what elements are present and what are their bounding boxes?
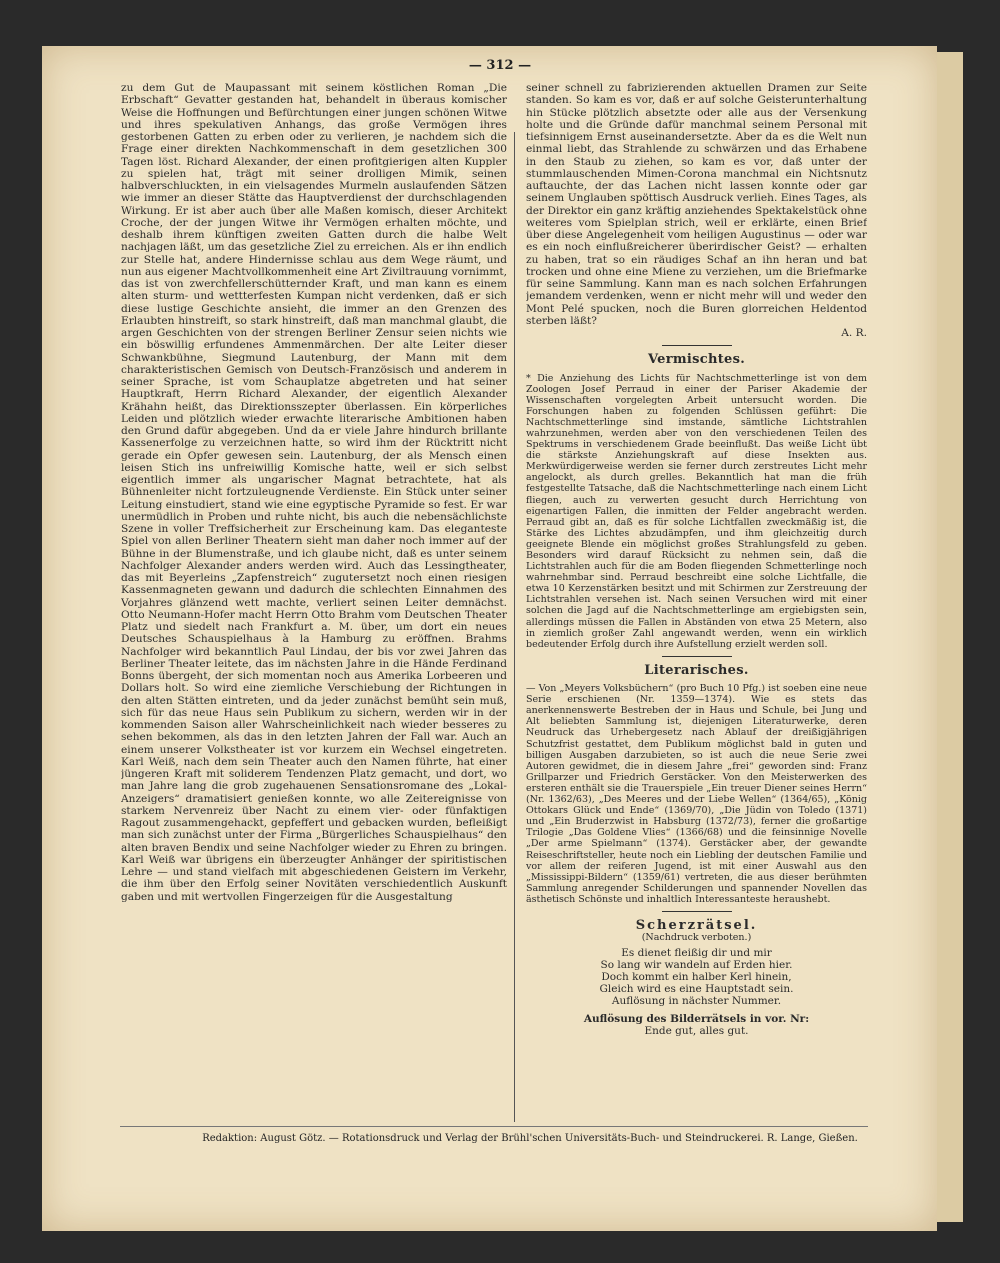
section-rule (662, 911, 732, 912)
section-rule (662, 656, 732, 657)
section-rule (662, 345, 732, 346)
article-signature: A. R. (841, 327, 867, 339)
left-column (121, 82, 507, 1117)
left-column-paragraph: zu dem Gut de Maupassant mit seinem köstlichen Roman „Die Erbschaft“ Gevatter gestanden hat, behandelt in überaus komischer Weise die Hoffnungen und Befürchtungen einer jungen schönen Witwe und ihres spekulativen Anhangs, das große Vermögen ihres gestorbenen Gatten zu erben oder zu verlieren, je nachdem sich die Frage einer direkten Nachkommenschaft in dem gesetzlichen 300 Tagen löst. Richard Alexander, der einen profitgierigen alten Kuppler zu spielen hat, trägt mit seiner drolligen Mimik, seinen halbverschluckten, in ein vielsagendes Murmeln auslaufenden Sätzen wie immer an dieser Stätte das Hauptverdienst der durchschlagenden Wirkung. Er ist aber auch über alle Maßen komisch, dieser Architekt Croche, der der jungen Witwe ihr Vermögen erhalten möchte, und deshalb ihrem künftigen zweiten Gatten durch die halbe Welt nachjagen läßt, um das gesetzliche Ziel zu erreichen. Als er ihn endlich zur Stelle hat, andere Hindernisse schlau aus dem Wege räumt, und nun aus eigener Machtvollkommenheit eine Art Ziviltrauung vornimmt, das ist von zwerchfellerschütternder Kraft, und man kann es einem alten sturm- und wettterfesten Kumpan nicht verdenken, daß er sich diese lustige Geschichte ansieht, die immer an den Grenzen des Erlaubten hinstreift, so stark hinstreift, daß man manchmal glaubt, die argen Geschichten von der strengen Berliner Zensur seien nichts wie ein böswillig erfundenes Ammenmärchen. Der alte Leiter dieser Schwankbühne, Siegmund Lautenburg, der Mann mit dem charakteristischen Gemisch von Deutsch-Französisch und anderem in seiner Sprache, ist vom Schauplatze abgetreten und hat seiner Hauptkraft, Herrn Richard Alexander, der eigentlich Alexander Krähahn heißt, das Direktionsszepter überlassen. Ein körperliches Leiden und plötzlich wieder erwachte literarische Ambitionen haben den Grund dafür abgegeben. Und da er viele Jahre hindurch brillante Kassenerfolge zu verzeichnen hatte, so wird ihm der Rücktritt nicht gerade ein Opfer gewesen sein. Lautenburg, der als Mensch einen leisen Stich ins unfreiwillig Komische hatte, weil er sich selbst eigentlich immer als ungarischer Magnat betrachtete, hat als Bühnenleiter nicht fortzuleugnende Verdienste. Ein Stück unter seiner Leitung einstudiert, stand wie eine egyptische Pyramide so fest. Er war unermüdlich in Proben und ruhte nicht, bis auch die nebensächlichste Szene in voller Treffsicherheit zur Erscheinung kam. Das eleganteste Spiel von allen Berliner Theatern sieht man daher noch immer auf der Bühne in der Blumenstraße, und ich glaube nicht, daß es unter seinem Nachfolger Alexander anders werden wird. Auch das Lessingtheater, das mit Beyerleins „Zapfenstreich“ zugutersetzt noch einen riesigen Kassenmagneten gewann und dadurch die schlechten Einnahmen des Vorjahres glänzend wett machte, verliert seinen Leiter demnächst. Otto Neumann-Hofer macht Herrn Otto Brahm vom Deutschen Theater Platz und siedelt nach Frankfurt a. M. über, um dort ein neues Deutsches Schauspielhaus à la Hamburg zu eröffnen. Brahms Nachfolger wird bekanntlich Paul Lindau, der bis vor zwei Jahren das Berliner Theater leitete, das im nächsten Jahre in die Hände Ferdinand Bonns übergeht, der sich momentan noch aus Amerika Lorbeeren und Dollars holt. So wird eine ziemliche Verschiebung der Richtungen in den alten Stätten eintreten, und da jeder zunächst bemüht sein muß, sich für das neue Haus sein Publikum zu sichern, werden wir in der kommenden Saison aller Wahrscheinlichkeit nach wieder besseres zu sehen bekommen, als das in den letzten Jahren der Fall war. Auch an einem unserer Volkstheater ist vor kurzem ein Wechsel eingetreten. Karl Weiß, nach dem sein Theater auch den Namen führte, hat einer jüngeren Kraft mit soliderem Tendenzen Platz gemacht, und dort, wo man Jahre lang die grob zugehauenen Sensationsromane des „Lokal-Anzeigers“ dramatisiert genießen konnte, wo alle Zeitereignisse von starkem Nervenreiz über Nacht zu einem vier- oder fünfaktigen Ragout zusammengehackt, gepfeffert und gebacken wurden, befleißigt man sich zunächst unter der Firma „Bürgerliches Schauspielhaus“ den alten braven Bendix und seine Nachfolger wieder zu Ehren zu bringen. Karl Weiß war übrigens ein überzeugter Anhänger der spiritistischen Lehre — und stand vielfach mit abgeschiedenen Geistern im Verkehr, die ihm über den Erfolg seiner Novitäten verschiedentlich Auskunft gaben und mit wertvollen Fingerzeigen für die Ausgestaltung (121, 82, 507, 903)
page-number: — 312 — (468, 58, 532, 73)
riddle-note: (Nachdruck verboten.) (641, 932, 752, 944)
right-column (526, 82, 867, 1132)
misc-article-text: * Die Anziehung des Lichts für Nachtschmetterlinge ist von dem Zoologen Josef Perraud in einer der Pariser Akademie der Wissenschaften vorgelegten Arbeit untersucht worden. Die Forschungen haben zu folgenden Schlüssen geführt: Die Nachtschmetterlinge sind imstande, sämtliche Lichtstrahlen wahrzunehmen, werden aber von den verschiedenen Teilen des Spektrums in verschiedenem Grade beeinflußt. Das weiße Licht übt die stärkste Anziehungskraft auf diese Insekten aus. Merkwürdigerweise werden sie ferner durch zerstreutes Licht mehr angelockt, als durch grelles. Bekanntlich hat man die früh festgestellte Tatsache, daß die Nachtschmetterlinge nach einem Licht fliegen, auch zu verwerten gesucht durch Herrichtung von eigenartigen Fallen, die inmitten der Felder angebracht werden. Perraud gibt an, daß es für solche Lichtfallen zweckmäßig ist, die Stärke des Lichtes abzudämpfen, und ihm gleichzeitig durch geeignete Blende ein möglichst großes Strahlungsfeld zu geben. Besonders wird darauf Rücksicht zu nehmen sein, daß die Lichtstrahlen auch für die am Boden fliegenden Schmetterlinge noch wahrnehmbar sind. Perraud beschreibt eine solche Lichtfalle, die etwa 10 Kerzenstärken besitzt und mit Schirmen zur Zerstreuung der Lichtstrahlen versehen ist. Nach seinen Versuchen wird mit einer solchen die Jagd auf die Nachtschmetterlinge am ergiebigsten sein, allerdings müssen die Fallen in Abständen von etwa 25 Metern, also in ziemlich großer Zahl angewandt werden, wenn ein wirklich bedeutender Erfolg durch ihre Aufstellung erzielt werden soll. (526, 372, 867, 650)
section-heading-literature: Literarisches. (644, 662, 749, 678)
previous-riddle-answer: Ende gut, alles gut. (644, 1025, 749, 1038)
riddle-solution-note: Auflösung in nächster Nummer. (611, 995, 782, 1008)
previous-riddle-label: Auflösung des Bilderrätsels in vor. Nr: (583, 1013, 810, 1026)
imprint-footer: Redaktion: August Götz. — Rotationsdruck und Verlag der Brühl'schen Universitäts-Buch- und Steindruckerei. R. Lange, Gießen. (202, 1133, 858, 1144)
adjacent-page-edge (937, 52, 963, 1222)
theater-article-continuation: seiner schnell zu fabrizierenden aktuellen Dramen zur Seite standen. So kam es vor, daß er auf solche Geisterunterhaltung hin Stücke plötzlich absetzte oder alle aus der Versenkung holte und die Gründe dafür manchmal seinem Personal mit tiefsinnigem Ernst auseinandersetzte. Aber da es die Welt nun einmal liebt, das Strahlende zu schwärzen und das Erhabene in den Staub zu ziehen, so kam es vor, daß unter der stummlauschenden Mimen-Corona manchmal ein Nichtsnutz auftauchte, der das Lachen nicht lassen konnte oder gar seinem Unglauben spöttisch Ausdruck verlieh. Eines Tages, als der Direktor ein ganz kräftig anziehendes Spektakelstück ohne weiteres vom Spielplan strich, weil er erklärte, einen Brief über diese Angelegenheit vom heiligen Augustinus — oder war es ein noch einflußreicherer überirdischer Geist? — erhalten zu haben, trat so ein räudiges Schaf an ihn heran und bat trocken und ohne eine Miene zu verziehen, um die Briefmarke für seine Sammlung. Kann man es nach solchen Erfahrungen jemandem verdenken, wenn er nicht mehr will und weder den Mont Pelé spucken, noch die Buren glorreichen Heldentod sterben läßt? (526, 82, 867, 327)
section-heading-misc: Vermischtes. (647, 352, 746, 368)
literature-article-text: — Von „Meyers Volksbüchern“ (pro Buch 10 Pfg.) ist soeben eine neue Serie erschienen (Nr. 1359—1374). Wie es stets das anerkennenswerte Bestreben der in Haus und Schule, bei Jung und Alt beliebten Sammlung ist, diejenigen Literaturwerke, deren Neudruck das Urhebergesetz nach Ablauf der dreißigjährigen Schutzfrist gestattet, dem Publikum möglichst bald in guten und billigen Ausgaben darzubieten, so ist auch die neue Serie zwei Autoren gewidmet, die in diesem Jahre „frei“ geworden sind: Franz Grillparzer und Friedrich Gerstäcker. Von den Meisterwerken des ersteren enthält sie die Trauerspiele „Ein treuer Diener seines Herrn“ (Nr. 1362/63), „Des Meeres und der Liebe Wellen“ (1364/65), „König Ottokars Glück und Ende“ (1369/70), „Die Jüdin von Toledo (1371) und „Ein Bruderzwist in Habsburg (1372/73), ferner die großartige Trilogie „Das Goldene Vlies“ (1366/68) und die feinsinnige Novelle „Der arme Spielmann“ (1374). Gerstäcker aber, der gewandte Reiseschriftsteller, heute noch ein Liebling der deutschen Familie und vor allem der reiferen Jugend, ist mit einer Auswahl aus den „Mississippi-Bildern“ (1359/61) vertreten, die aus dieser berühmten Sammlung anregender Schilderungen und spannender Novellen das ästhetisch Schönste und inhaltlich Interessanteste heraushebt. (526, 683, 867, 905)
riddle-line: Gleich wird es eine Hauptstadt sein. (599, 983, 794, 996)
footer-rule (120, 1126, 868, 1127)
riddle-line: Doch kommt ein halber Kerl hinein, (601, 971, 792, 984)
riddle-line: Es dienet fleißig dir und mir (621, 947, 772, 960)
column-divider (514, 132, 515, 1122)
riddle-line: So lang wir wandeln auf Erden hier. (600, 959, 793, 972)
riddle-title: Scherzrätsel. (635, 917, 758, 933)
